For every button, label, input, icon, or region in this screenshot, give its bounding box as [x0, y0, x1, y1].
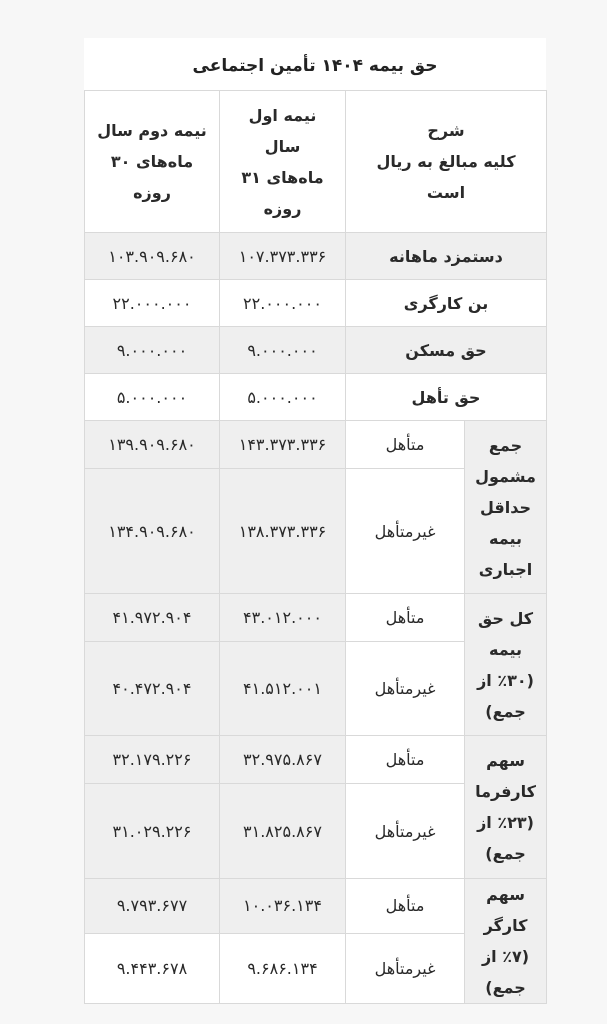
first-half-value: ۳۲.۹۷۵.۸۶۷ [220, 736, 346, 784]
second-half-value: ۹.۴۴۳.۶۷۸ [85, 933, 220, 1003]
second-half-value: ۹.۰۰۰.۰۰۰ [85, 327, 220, 374]
single-label: غیرمتأهل [346, 642, 465, 736]
first-half-value: ۴۱.۵۱۲.۰۰۱ [220, 642, 346, 736]
row-label: حق مسکن [346, 327, 547, 374]
header-row [85, 91, 547, 233]
first-half-value: ۱۳۸.۳۷۳.۳۳۶ [220, 469, 346, 594]
second-half-value: ۴۱.۹۷۲.۹۰۴ [85, 594, 220, 642]
second-half-value: ۳۱.۰۲۹.۲۲۶ [85, 784, 220, 879]
row-label: بن کارگری [346, 280, 547, 327]
second-half-value: ۱۰۳.۹۰۹.۶۸۰ [85, 233, 220, 280]
second-half-value: ۹.۷۹۳.۶۷۷ [85, 879, 220, 934]
first-half-value: ۱۰۷.۳۷۳.۳۳۶ [220, 233, 346, 280]
first-half-value: ۹.۰۰۰.۰۰۰ [220, 327, 346, 374]
table-row [85, 374, 547, 421]
header-description: شرح کلیه مبالغ به ریال است [346, 91, 547, 233]
first-half-value: ۹.۶۸۶.۱۳۴ [220, 933, 346, 1003]
row-label: دستمزد ماهانه [346, 233, 547, 280]
group-label: سهم کارفرما (٪۲۳ از جمع) [465, 736, 547, 879]
table-row [85, 280, 547, 327]
second-half-value: ۳۲.۱۷۹.۲۲۶ [85, 736, 220, 784]
insurance-table-card [84, 38, 546, 997]
group-label: سهم کارگر (٪۷ از جمع) [465, 879, 547, 1004]
table-row [85, 233, 547, 280]
single-label: غیرمتأهل [346, 933, 465, 1003]
header-second-half: نیمه دوم سال ماه‌های ۳۰ روزه [85, 91, 220, 233]
first-half-value: ۳۱.۸۲۵.۸۶۷ [220, 784, 346, 879]
table-row [85, 736, 547, 784]
second-half-value: ۵.۰۰۰.۰۰۰ [85, 374, 220, 421]
group-label: کل حق بیمه (٪۳۰ از جمع) [465, 594, 547, 736]
row-label: حق تأهل [346, 374, 547, 421]
table-row [85, 879, 547, 934]
first-half-value: ۱۰.۰۳۶.۱۳۴ [220, 879, 346, 934]
married-label: متأهل [346, 421, 465, 469]
header-first-half: نیمه اول سال ماه‌های ۳۱ روزه [220, 91, 346, 233]
group-label: جمع مشمول حداقل بیمه اجباری [465, 421, 547, 594]
table-row [85, 327, 547, 374]
table-row [85, 421, 547, 469]
first-half-value: ۲۲.۰۰۰.۰۰۰ [220, 280, 346, 327]
table-row [85, 594, 547, 642]
married-label: متأهل [346, 879, 465, 934]
married-label: متأهل [346, 594, 465, 642]
second-half-value: ۱۳۹.۹۰۹.۶۸۰ [85, 421, 220, 469]
single-label: غیرمتأهل [346, 469, 465, 594]
married-label: متأهل [346, 736, 465, 784]
first-half-value: ۴۳.۰۱۲.۰۰۰ [220, 594, 346, 642]
single-label: غیرمتأهل [346, 784, 465, 879]
first-half-value: ۱۴۳.۳۷۳.۳۳۶ [220, 421, 346, 469]
first-half-value: ۵.۰۰۰.۰۰۰ [220, 374, 346, 421]
second-half-value: ۴۰.۴۷۲.۹۰۴ [85, 642, 220, 736]
second-half-value: ۲۲.۰۰۰.۰۰۰ [85, 280, 220, 327]
insurance-table [84, 90, 547, 1004]
second-half-value: ۱۳۴.۹۰۹.۶۸۰ [85, 469, 220, 594]
table-title: حق بیمه ۱۴۰۴ تأمین اجتماعی [192, 56, 438, 76]
